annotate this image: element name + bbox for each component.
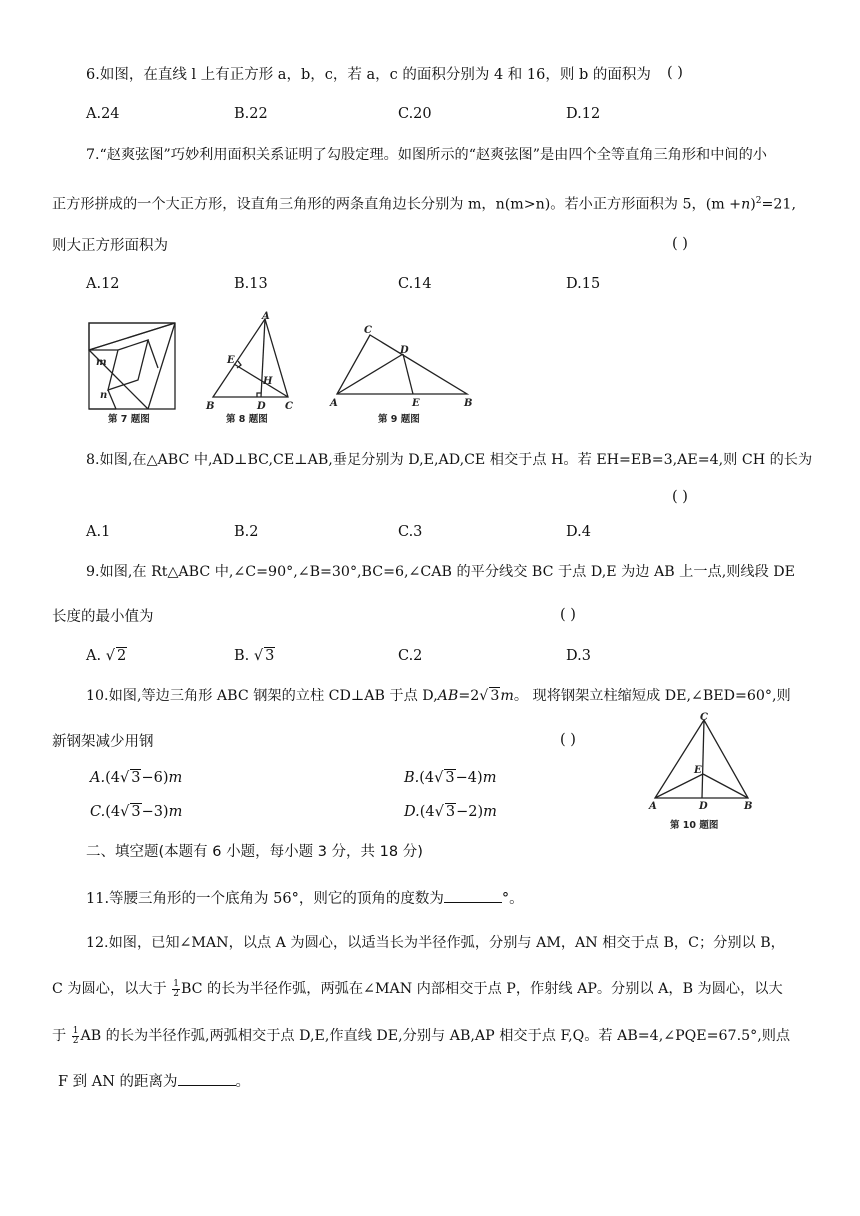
question-10-option-c-unit: m: [168, 804, 183, 820]
figure-10-column-cd: [702, 720, 704, 798]
question-7-line-3: 则大正方形面积为: [52, 238, 168, 254]
question-6-option-b: B.22: [234, 106, 268, 122]
question-6-option-a: A.24: [86, 106, 120, 122]
figure-8-label-c: C: [285, 401, 293, 412]
question-7-option-c: C.14: [398, 276, 432, 292]
figure-9: [337, 335, 467, 394]
figure-8-label-a: A: [262, 311, 270, 322]
question-10-option-d-unit: m: [483, 804, 497, 820]
figure-7-hyp-2: [148, 323, 175, 409]
question-9-option-b-prefix: B.: [234, 648, 250, 664]
question-10-line-1-radicand: 3: [490, 688, 500, 704]
question-7-answer-paren: ( ): [672, 236, 688, 252]
question-9-option-c: C.2: [398, 648, 423, 664]
question-10-option-c-radicand: 3: [131, 804, 141, 820]
figure-8-label-h: H: [263, 376, 273, 387]
figure-10-label-c: C: [700, 712, 708, 723]
question-6-text: 6.如图，在直线 l 上有正方形 a，b，c，若 a，c 的面积分别为 4 和 16，则 b 的面积为: [86, 67, 651, 83]
question-7-option-d: D.15: [566, 276, 601, 292]
question-11-text-a: 11.等腰三角形的一个底角为 56°，则它的顶角的度数为: [86, 891, 444, 907]
question-9-option-d: D.3: [566, 648, 591, 664]
question-12-line-3-a: 于: [52, 1028, 67, 1044]
figure-7-m-label: m: [96, 357, 107, 368]
question-10-option-b-letter: B.: [404, 770, 420, 786]
question-9-option-a: A. √ 2: [86, 648, 127, 664]
figure-8-label-d: D: [257, 401, 266, 412]
question-12-answer-blank[interactable]: [178, 1071, 236, 1086]
question-10-option-c-coef: (4: [105, 804, 121, 820]
question-6-answer-paren: ( ): [667, 65, 683, 81]
question-11-text-b: °。: [501, 891, 524, 907]
question-7-line-2: [52, 191, 796, 215]
question-10-line-1-eq: =2: [458, 688, 480, 704]
question-12-line-2: [52, 979, 783, 999]
figure-9-caption: 第 9 题图: [378, 414, 420, 425]
question-12-line-3: [52, 1026, 790, 1046]
question-7-line-2-sup: 2: [755, 196, 762, 206]
question-10-option-b-unit: m: [482, 770, 497, 786]
question-9-line-2: 长度的最小值为: [52, 609, 154, 625]
question-11-text: [86, 888, 524, 909]
figure-10-outer-triangle: [655, 720, 748, 798]
question-7-line-2-b: ): [750, 196, 756, 213]
question-10-option-c: C.(4√ 3−3)m: [90, 804, 183, 820]
question-10-option-b-coef: (4: [419, 770, 435, 786]
question-10-option-a-letter: A.: [90, 770, 106, 786]
question-12-line-1: 12.如图，已知∠MAN，以点 A 为圆心，以适当长为半径作弧，分别与 AM，AN 相交于点 B，C；分别以 B，: [86, 935, 785, 951]
question-10-line-1-b: 。 现将钢架立柱缩短成 DE,∠BED=60°,则: [513, 688, 791, 704]
figure-8-triangle: [213, 319, 288, 397]
question-10-line-1-a: 10.如图,等边三角形 ABC 钢架的立柱 CD⊥AB 于点 D,: [86, 688, 438, 704]
question-8-option-c: C.3: [398, 524, 423, 540]
section-2-title: 二、填空题(本题有 6 小题，每小题 3 分，共 18 分): [86, 844, 423, 860]
question-12-fraction-2-num: 1: [72, 1025, 79, 1036]
question-8-option-b: B.2: [234, 524, 259, 540]
question-9-option-b-radicand: 3: [265, 648, 275, 664]
question-12-line-4: [58, 1071, 250, 1092]
question-10-option-a-rest: −6): [141, 770, 169, 786]
figure-10-label-d: D: [699, 801, 708, 812]
figure-10-caption: 第 10 题图: [670, 820, 719, 831]
question-10-option-c-rest: −3): [141, 804, 169, 820]
question-10-line-1: 10.如图,等边三角形 ABC 钢架的立柱 CD⊥AB 于点 D,AB=2√ 3m。 现将钢架立柱缩短成 DE,∠BED=60°,则: [86, 688, 791, 704]
figure-10-label-a: A: [649, 801, 657, 812]
figure-7-caption: 第 7 题图: [108, 414, 150, 425]
question-12-fraction-2: [72, 1027, 80, 1046]
figure-9-triangle: [337, 335, 467, 394]
figure-9-label-a: A: [330, 398, 338, 409]
question-6-option-d: D.12: [566, 106, 601, 122]
question-10-option-a-radicand: 3: [131, 770, 141, 786]
question-12-line-3-b: AB 的长为半径作弧,两弧相交于点 D,E,作直线 DE,分别与 AB,AP 相交于点 F,Q。若 AB=4,∠PQE=67.5°,则点: [80, 1028, 791, 1044]
question-10-option-d-rest: −2): [456, 804, 484, 820]
question-7-option-a: A.12: [86, 276, 120, 292]
question-10-option-d-letter: D.: [404, 804, 420, 820]
figure-10-label-b: B: [744, 801, 753, 812]
figure-9-label-b: B: [464, 398, 473, 409]
question-10-option-b-radicand: 3: [445, 770, 455, 786]
question-7-line-1: 7.“赵爽弦图”巧妙利用面积关系证明了勾股定理。如图所示的“赵爽弦图”是由四个全等直角三角形和中间的小: [86, 147, 767, 163]
question-10-line-1-ab: AB: [437, 688, 459, 704]
figure-10-label-e: E: [694, 765, 702, 776]
figure-7-n-label: n: [100, 390, 108, 401]
question-10-answer-paren: ( ): [560, 732, 576, 748]
question-8-answer-paren: ( ): [672, 489, 688, 505]
question-12-line-2-a: C 为圆心，以大于: [52, 981, 167, 997]
question-11-answer-blank[interactable]: [444, 888, 502, 903]
question-10-option-d: D.(4√ 3−2)m: [404, 804, 497, 820]
figure-9-label-d: D: [400, 345, 409, 356]
figure-10: [640, 708, 760, 834]
question-10-option-a: A.(4√ 3−6)m: [90, 770, 183, 786]
figure-7-inner-square: [108, 340, 148, 390]
figure-9-label-e: E: [412, 398, 420, 409]
figure-9-label-c: C: [364, 325, 372, 336]
figures-7-8-9: [80, 310, 490, 430]
question-8-line-1: 8.如图,在△ABC 中,AD⊥BC,CE⊥AB,垂足分别为 D,E,AD,CE 相交于点 H。若 EH=EB=3,AE=4,则 CH 的长为: [86, 452, 813, 468]
question-7-line-2-c: =21,: [761, 196, 796, 213]
question-12-fraction-2-den: 2: [72, 1035, 79, 1046]
question-10-option-b: B.(4√ 3−4)m: [404, 770, 497, 786]
figure-9-bisector-ad: [337, 354, 403, 394]
question-12-fraction-1: [172, 980, 180, 999]
question-8-option-d: D.4: [566, 524, 591, 540]
question-7-line-2-a: 正方形拼成的一个大正方形，设直角三角形的两条直角边长分别为 m，n(m>n)。若小正方形面积为 5，(m +: [52, 196, 742, 213]
question-10-option-c-letter: C.: [90, 804, 106, 820]
question-10-line-1-unit: m: [500, 688, 514, 704]
question-12-fraction-1-den: 2: [173, 988, 179, 999]
question-12-fraction-1-num: 1: [173, 978, 179, 989]
question-10-option-a-unit: m: [168, 770, 183, 786]
question-12-line-4-b: 。: [235, 1074, 251, 1090]
question-10-option-b-rest: −4): [455, 770, 483, 786]
question-9-option-b: B. √ 3: [234, 648, 275, 664]
question-7-line-2-n: n: [741, 196, 751, 213]
question-8-option-a: A.1: [86, 524, 111, 540]
question-9-answer-paren: ( ): [560, 607, 576, 623]
question-12-line-2-b: BC 的长为半径作弧，两弧在∠MAN 内部相交于点 P，作射线 AP。分别以 A，B 为圆心，以大: [180, 981, 783, 997]
question-10-option-d-coef: (4: [419, 804, 435, 820]
question-9-option-a-radicand: 2: [116, 648, 127, 664]
question-9-option-a-prefix: A.: [86, 648, 102, 664]
figure-8-label-e: E: [227, 355, 235, 366]
question-10-option-d-radicand: 3: [445, 804, 456, 820]
question-10-line-2: 新钢架减少用钢: [52, 734, 154, 750]
figure-8-caption: 第 8 题图: [226, 414, 268, 425]
figure-8-label-b: B: [206, 401, 215, 412]
question-7-option-b: B.13: [234, 276, 268, 292]
question-6-option-c: C.20: [398, 106, 432, 122]
figure-8: [213, 319, 288, 397]
question-10-option-a-coef: (4: [105, 770, 120, 786]
question-9-line-1: 9.如图,在 Rt△ABC 中,∠C=90°,∠B=30°,BC=6,∠CAB 的平分线交 BC 于点 D,E 为边 AB 上一点,则线段 DE: [86, 564, 796, 580]
question-12-line-4-a: F 到 AN 的距离为: [58, 1074, 178, 1090]
